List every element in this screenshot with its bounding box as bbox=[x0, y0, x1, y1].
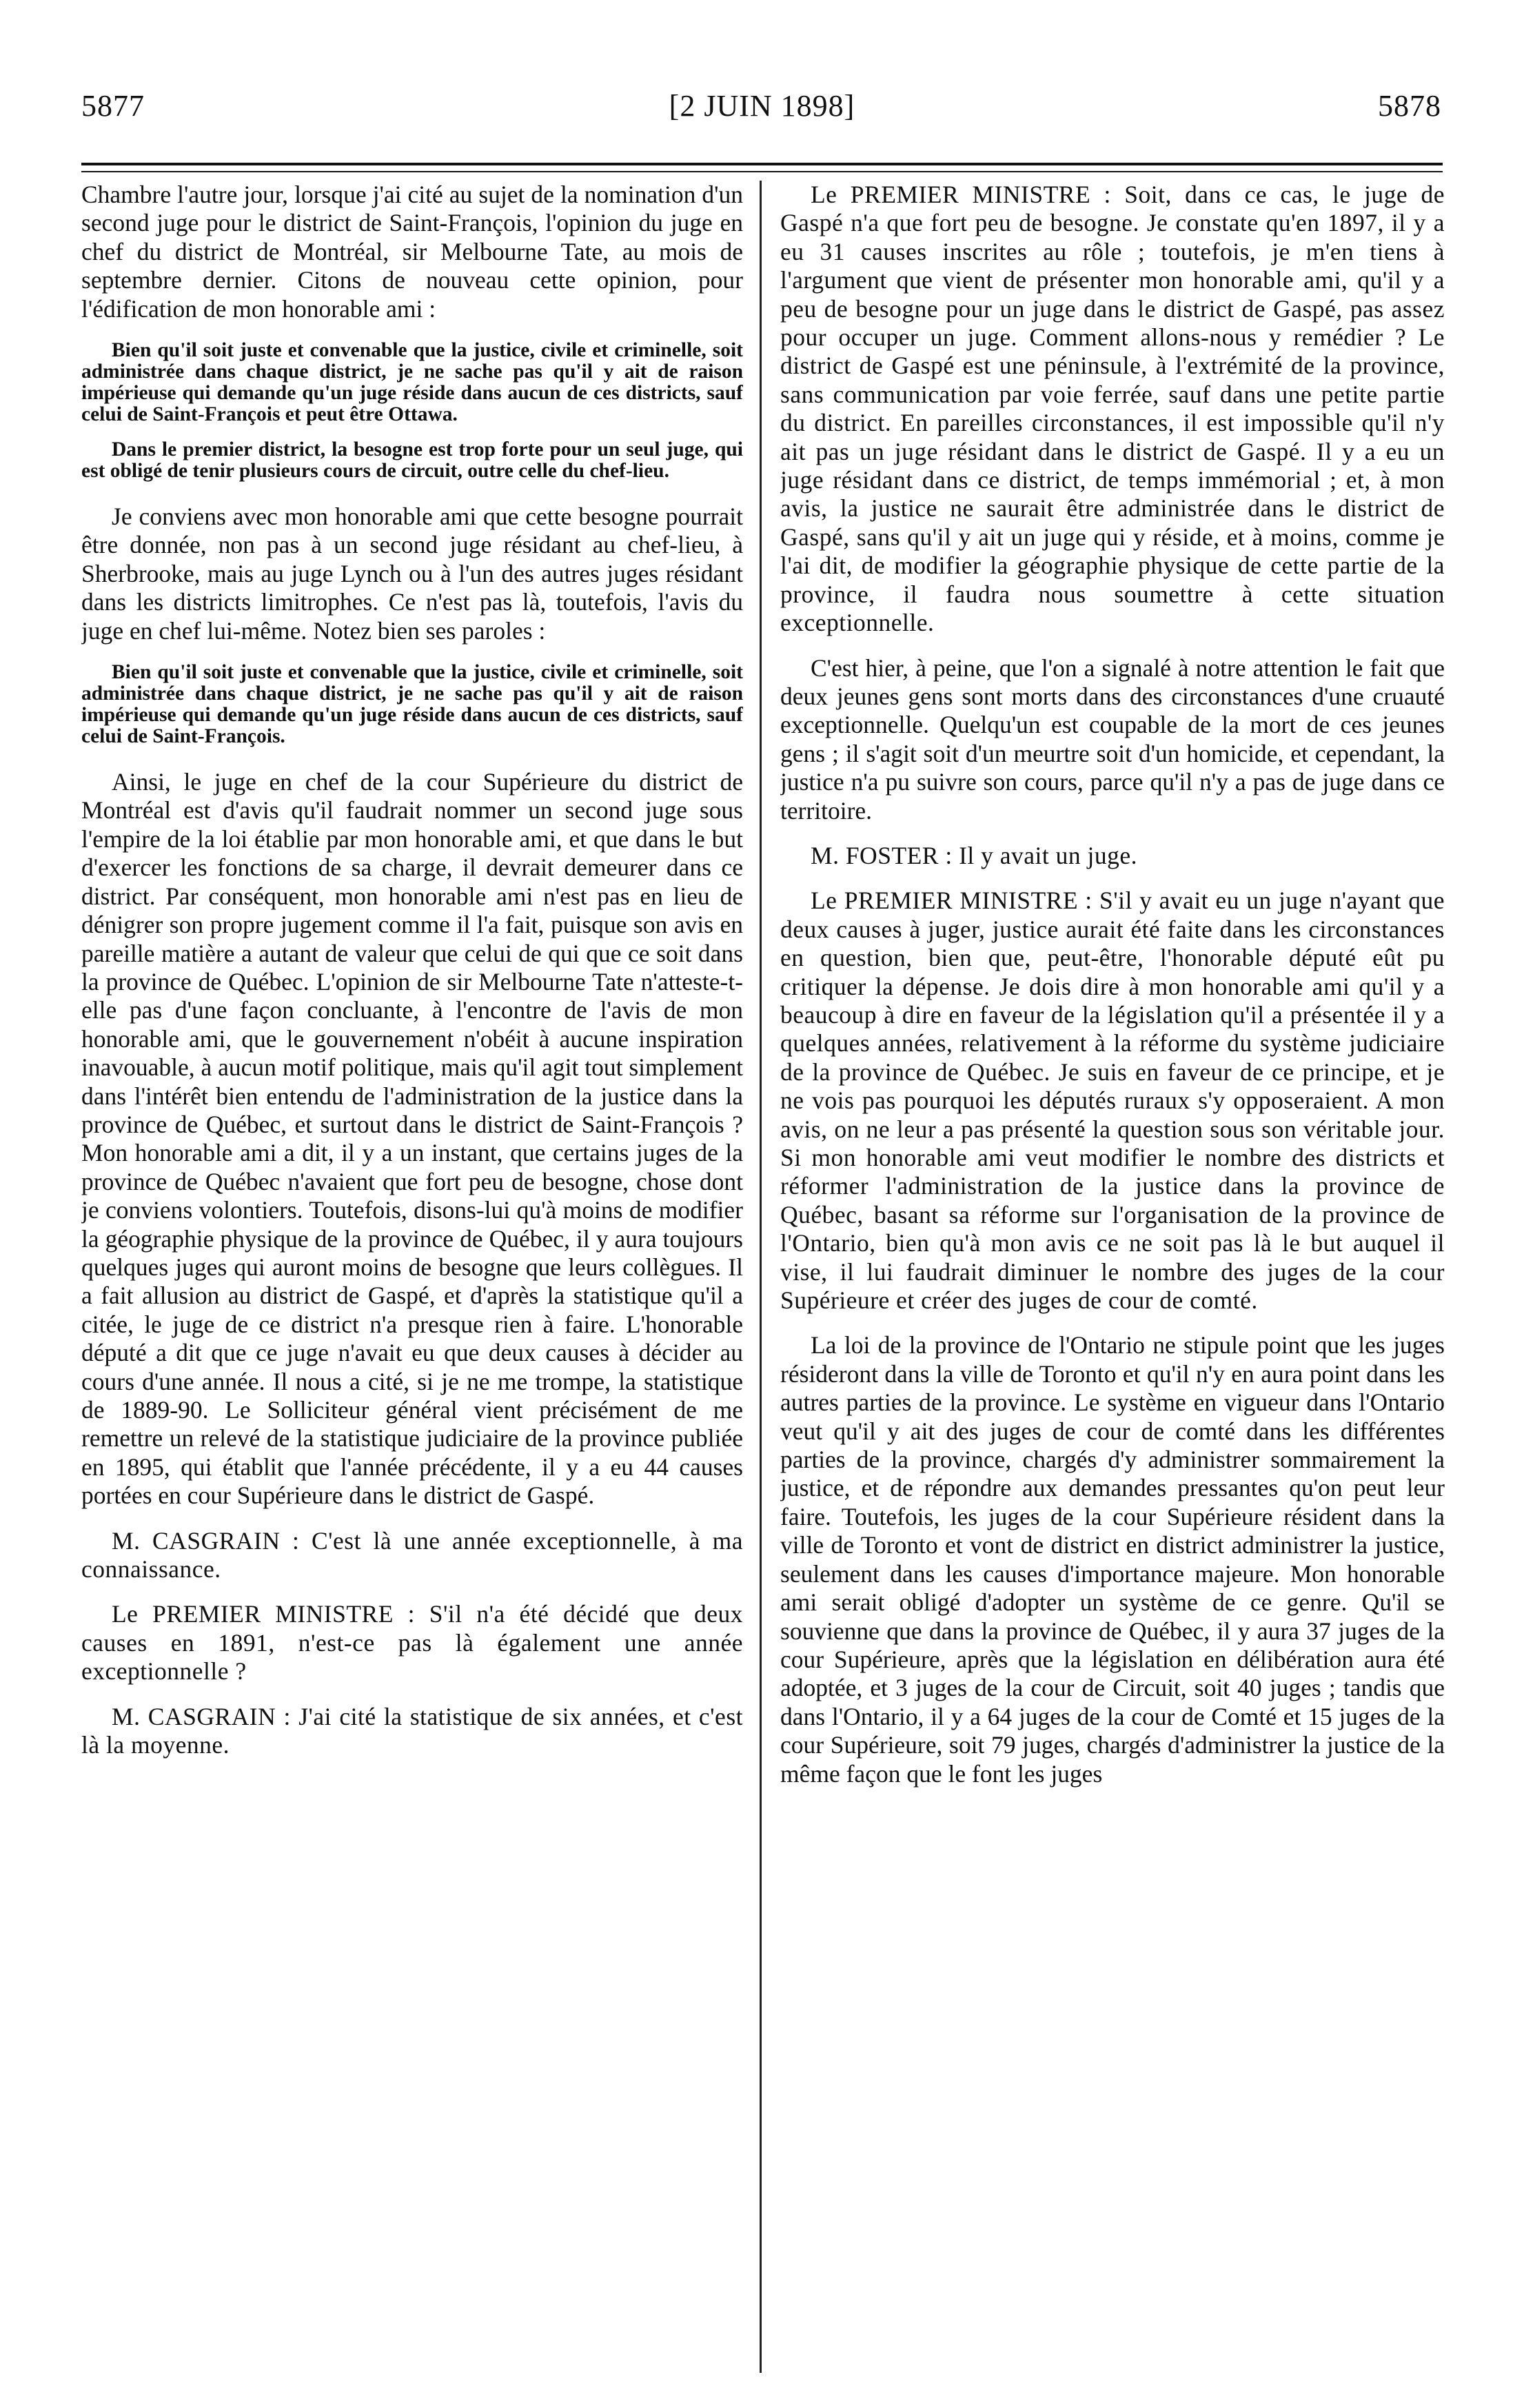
session-date: [2 JUIN 1898] bbox=[669, 89, 855, 123]
left-paragraph-6: M. CASGRAIN : J'ai cité la statistique de six années, et c'est là la moyenne. bbox=[81, 1702, 743, 1759]
right-paragraph-3: M. FOSTER : Il y avait un juge. bbox=[811, 841, 1138, 869]
right-page-number: 5878 bbox=[1378, 89, 1441, 123]
left-quote-1a: Bien qu'il soit juste et convenable que la justice, civile et criminelle, soit administrée dans chaque district, je ne sache pas qu'il y ait de raison impérieuse qui demande qu'un juge réside dans aucun de ces districts, sauf celui de Saint-François et peut être Ottawa. bbox=[81, 339, 743, 426]
left-paragraph-3: Ainsi, le juge en chef de la cour Supérieure du district de Montréal est d'avis qu'il faudrait nommer un second juge sous l'empire de la loi établie par mon honorable ami, et que dans le but d'exercer les fonctions de sa charge, il devrait demeurer dans ce district. Par conséquent, mon honorable ami n'est pas en lieu de dénigrer son propre jugement comme il l'a fait, puisque son avis en pareille matière a autant de valeur que celui de qui que ce soit dans la province de Québec. L'opinion de sir Melbourne Tate n'atteste-t-elle pas d'une façon concluante, à l'encontre de l'avis de mon honorable ami, que le gouvernement n'obéit à aucune inspiration inavouable, à aucun motif politique, mais qu'il agit tout simplement dans l'intérêt bien entendu de l'administration de la justice dans la province de Québec, et surtout dans le district de Saint-François ? Mon honorable ami a dit, il y a un instant, que certains juges de la province de Québec n'avaient que fort peu de besogne, chose dont je conviens volontiers. Toutefois, disons-lui qu'à moins de modifier la géographie physique de la province de Québec, il y aura toujours quelques juges qui auront moins de besogne que leurs collègues. Il a fait allusion au district de Gaspé, et d'après la statistique qu'il a citée, le juge de ce district n'a presque rien à faire. L'honorable député a dit que ce juge n'avait eu que deux causes à décider au cours d'une année. Il nous a cité, si je ne me trompe, la statistique de 1889-90. Le Solliciteur général vient précisément de me remettre un relevé de la statistique judiciaire de la province publiée en 1895, qui établit que l'année précédente, il y a eu 44 causes portées en cour Supérieure dans le district de Gaspé. bbox=[81, 768, 743, 1510]
right-paragraph-1: Le PREMIER MINISTRE : Soit, dans ce cas, le juge de Gaspé n'a que fort peu de besogne. Je constate qu'en 1897, il y a eu 31 causes inscrites au rôle ; toutefois, je m'en tiens à l'argument que vient de présenter mon honorable ami, qu'il y a peu de besogne pour un juge dans le district de Gaspé, pas assez pour occuper un juge. Comment allons-nous y remédier ? Le district de Gaspé est une péninsule, à l'extrémité de la province, sans communication par voie ferrée, sauf dans une petite partie du district. En pareilles circonstances, il est impossible qu'il n'y ait pas un juge résidant dans le district de Gaspé. Il y a eu un juge résidant dans ce district, de temps immémorial ; et, à mon avis, la justice ne saurait être administrée dans le district de Gaspé, sans qu'il y ait un juge qui y réside, et à moins, comme je l'ai dit, de modifier la géographie physique de cette partie de la province, il faudra nous soumettre à cette situation exceptionnelle. bbox=[780, 181, 1445, 637]
right-paragraph-5: La loi de la province de l'Ontario ne stipule point que les juges résideront dans la ville de Toronto et qu'il n'y en aura point dans les autres parties de la province. Le système en vigueur dans l'Ontario veut qu'il y ait des juges de cour de comté dans les différentes parties de la province, chargés d'y administrer sommairement la justice, et de répondre aux demandes pressantes qu'on peut leur faire. Toutefois, les juges de la cour Supérieure résident dans la ville de Toronto et vont de district en district administrer la justice, seulement dans les causes d'importance majeure. Mon honorable ami serait obligé d'adopter un système de ce genre. Qu'il se souvienne que dans la province de Québec, il y aura 37 juges de la cour Supérieure, après que la législation en délibération aura été adoptée, et 3 juges de la cour de Circuit, soit 40 juges ; tandis que dans l'Ontario, il y a 64 juges de la cour de Comté et 15 juges de la cour Supérieure, soit 79 juges, chargés d'administrer la justice de la même façon que le font les juges bbox=[780, 1331, 1445, 1788]
left-paragraph-5: Le PREMIER MINISTRE : S'il n'a été décidé que deux causes en 1891, n'est-ce pas là également une année exceptionnelle ? bbox=[81, 1600, 743, 1686]
right-column bbox=[780, 181, 1445, 2373]
left-column bbox=[81, 181, 743, 2373]
left-paragraph-1: Chambre l'autre jour, lorsque j'ai cité au sujet de la nomination d'un second juge pour le district de Saint-François, l'opinion du juge en chef du district de Montréal, sir Melbourne Tate, au mois de septembre dernier. Citons de nouveau cette opinion, pour l'édification de mon honorable ami : bbox=[81, 181, 743, 323]
left-quote-2: Bien qu'il soit juste et convenable que la justice, civile et criminelle, soit administrée dans chaque district, je ne sache pas qu'il y ait de raison impérieuse qui demande qu'un juge réside dans aucun de ces districts, sauf celui de Saint-François. bbox=[81, 661, 743, 748]
column-divider bbox=[760, 181, 762, 2373]
left-paragraph-4: M. CASGRAIN : C'est là une année exceptionnelle, à ma connaissance. bbox=[81, 1526, 743, 1584]
left-page-number: 5877 bbox=[81, 89, 145, 123]
left-quote-1b: Dans le premier district, la besogne est trop forte pour un seul juge, qui est obligé de tenir plusieurs cours de circuit, outre celle du chef-lieu. bbox=[81, 438, 743, 483]
right-paragraph-4: Le PREMIER MINISTRE : S'il y avait eu un juge n'ayant que deux causes à juger, justice aurait été faite dans les circonstances en question, bien que, peut-être, l'honorable député eût pu critiquer la dépense. Je dois dire à mon honorable ami qu'il y a beaucoup à dire en faveur de la législation qu'il a présentée il y a quelques années, relativement à la réforme du système judiciaire de la province de Québec. Je suis en faveur de ce principe, et je ne vois pas pourquoi les députés ruraux s'y opposeraient. A mon avis, on ne leur a pas présenté la question sous son véritable jour. Si mon honorable ami veut modifier le nombre des districts et réformer l'administration de la justice dans la province de Québec, basant sa réforme sur l'organisation de la province de l'Ontario, bien qu'à mon avis ce ne soit pas là le but auquel il vise, il lui faudrait diminuer le nombre des juges de la cour Supérieure et créer des juges de cour de comté. bbox=[780, 887, 1445, 1315]
header-rule-thin bbox=[81, 171, 1443, 172]
right-paragraph-2: C'est hier, à peine, que l'on a signalé à notre attention le fait que deux jeunes gens sont morts dans des circonstances d'une cruauté exceptionnelle. Quelqu'un est coupable de la mort de ces jeunes gens ; il s'agit soit d'un meurtre soit d'un homicide, et cependant, la justice n'a pu suivre son cours, parce qu'il n'y a pas de juge dans ce territoire. bbox=[780, 654, 1445, 824]
left-paragraph-2: Je conviens avec mon honorable ami que cette besogne pourrait être donnée, non pas à un second juge résidant au chef-lieu, à Sherbrooke, mais au juge Lynch ou à l'un des autres juges résidant dans les districts limitrophes. Ce n'est pas là, toutefois, l'avis du juge en chef lui-même. Notez bien ses paroles : bbox=[81, 503, 743, 645]
header-rule-thick bbox=[81, 163, 1443, 165]
